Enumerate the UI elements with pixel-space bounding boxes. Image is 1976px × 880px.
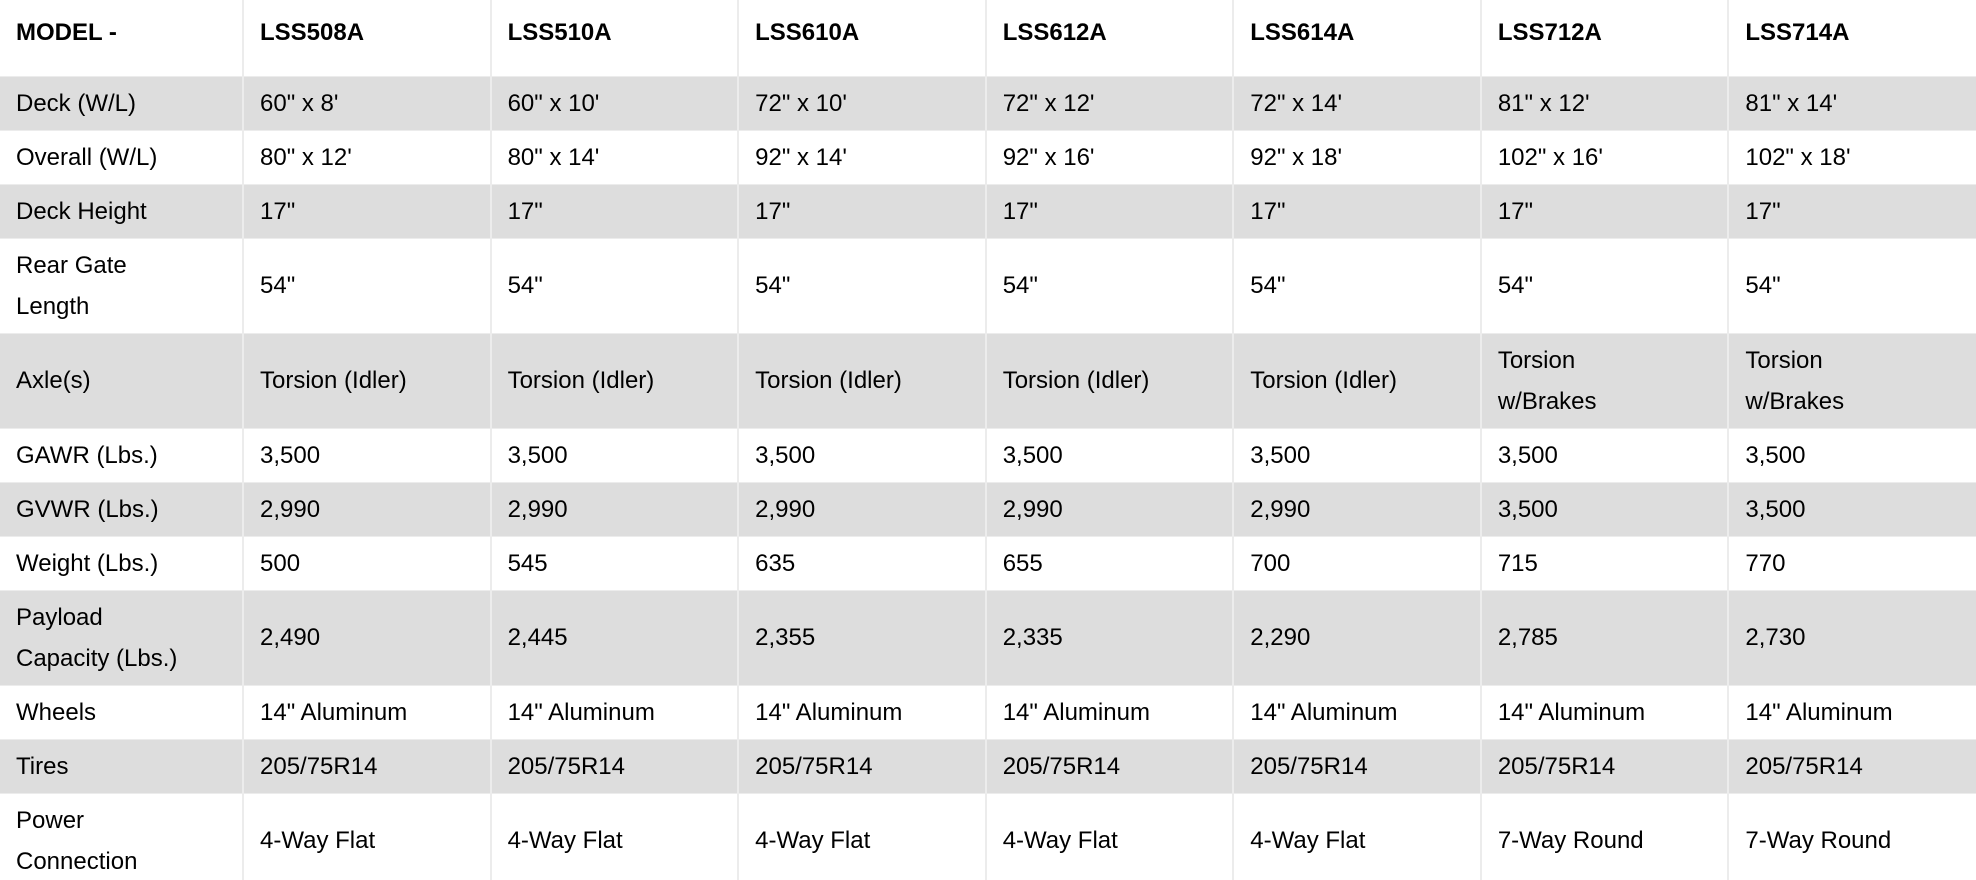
row-label-cell: Weight (Lbs.) [0,536,243,590]
table-header-row [0,0,1976,76]
spec-cell: 2,290 [1233,590,1481,685]
spec-cell: 500 [243,536,491,590]
spec-cell: 3,500 [1728,428,1976,482]
model-column-header: LSS712A [1481,0,1729,76]
spec-cell: 635 [738,536,986,590]
spec-cell: 81" x 14' [1728,76,1976,130]
spec-cell: 3,500 [986,428,1234,482]
spec-cell: 17" [738,184,986,238]
spec-cell: 54" [491,238,739,333]
table-row [0,793,1976,880]
spec-cell: 3,500 [1233,428,1481,482]
spec-cell: 3,500 [1728,482,1976,536]
spec-cell: 14" Aluminum [491,685,739,739]
spec-cell: 2,990 [491,482,739,536]
spec-cell: 7-Way Round [1481,793,1729,880]
spec-cell: 205/75R14 [1728,739,1976,793]
row-label-cell: Tires [0,739,243,793]
spec-table-body [0,76,1976,880]
spec-cell: 4-Way Flat [243,793,491,880]
spec-cell: 2,990 [986,482,1234,536]
row-label-cell: GAWR (Lbs.) [0,428,243,482]
spec-cell: 14" Aluminum [243,685,491,739]
spec-cell: 205/75R14 [491,739,739,793]
spec-cell: Torsion (Idler) [738,333,986,428]
spec-cell: Torsion (Idler) [986,333,1234,428]
table-row [0,184,1976,238]
model-column-header: LSS610A [738,0,986,76]
spec-cell: 17" [1728,184,1976,238]
spec-cell: 4-Way Flat [1233,793,1481,880]
spec-cell: 14" Aluminum [1728,685,1976,739]
spec-cell: 2,990 [1233,482,1481,536]
spec-cell: 205/75R14 [986,739,1234,793]
spec-cell: 17" [491,184,739,238]
spec-cell: 2,785 [1481,590,1729,685]
spec-cell: 2,730 [1728,590,1976,685]
spec-cell: 14" Aluminum [738,685,986,739]
table-row [0,428,1976,482]
row-label-cell: Power Connection [0,793,243,880]
spec-cell: 14" Aluminum [1233,685,1481,739]
spec-cell: 17" [986,184,1234,238]
model-column-header: LSS714A [1728,0,1976,76]
spec-cell: Torsion w/Brakes [1481,333,1729,428]
spec-cell: 72" x 12' [986,76,1234,130]
row-label-cell: Payload Capacity (Lbs.) [0,590,243,685]
spec-cell: 72" x 14' [1233,76,1481,130]
spec-cell: 3,500 [243,428,491,482]
row-label-cell: Axle(s) [0,333,243,428]
spec-cell: 72" x 10' [738,76,986,130]
spec-cell: 655 [986,536,1234,590]
spec-cell: 54" [1233,238,1481,333]
spec-cell: 92" x 14' [738,130,986,184]
row-label-cell: Overall (W/L) [0,130,243,184]
spec-cell: 2,990 [738,482,986,536]
spec-cell: 2,445 [491,590,739,685]
spec-cell: 205/75R14 [1233,739,1481,793]
table-row [0,590,1976,685]
spec-cell: 81" x 12' [1481,76,1729,130]
spec-cell: 3,500 [1481,482,1729,536]
spec-cell: 80" x 12' [243,130,491,184]
spec-cell: 3,500 [1481,428,1729,482]
model-header-cell: MODEL - [16,19,117,46]
spec-cell: 102" x 18' [1728,130,1976,184]
table-row [0,482,1976,536]
spec-cell: 60" x 8' [243,76,491,130]
spec-cell: 80" x 14' [491,130,739,184]
spec-cell: 2,990 [243,482,491,536]
spec-cell: 17" [243,184,491,238]
spec-cell: 4-Way Flat [738,793,986,880]
spec-cell: 4-Way Flat [986,793,1234,880]
spec-cell: 54" [1481,238,1729,333]
row-label-cell: Wheels [0,685,243,739]
spec-cell: 2,490 [243,590,491,685]
spec-cell: Torsion (Idler) [1233,333,1481,428]
spec-cell: 92" x 16' [986,130,1234,184]
table-row [0,76,1976,130]
spec-cell: 770 [1728,536,1976,590]
spec-cell: 3,500 [491,428,739,482]
spec-cell: 2,335 [986,590,1234,685]
table-row [0,685,1976,739]
spec-cell: 54" [1728,238,1976,333]
spec-cell: 7-Way Round [1728,793,1976,880]
table-row [0,130,1976,184]
spec-cell: 700 [1233,536,1481,590]
row-label-cell: Rear Gate Length [0,238,243,333]
spec-cell: Torsion (Idler) [243,333,491,428]
table-row [0,238,1976,333]
table-row [0,739,1976,793]
spec-cell: 4-Way Flat [491,793,739,880]
spec-cell: 92" x 18' [1233,130,1481,184]
table-row [0,536,1976,590]
spec-cell: Torsion (Idler) [491,333,739,428]
spec-cell: 14" Aluminum [986,685,1234,739]
spec-cell: 54" [986,238,1234,333]
table-row [0,333,1976,428]
spec-cell: 545 [491,536,739,590]
spec-cell: 14" Aluminum [1481,685,1729,739]
model-column-header: LSS614A [1233,0,1481,76]
model-column-header: LSS612A [986,0,1234,76]
spec-cell: Torsion w/Brakes [1728,333,1976,428]
spec-cell: 17" [1233,184,1481,238]
spec-cell: 2,355 [738,590,986,685]
spec-cell: 54" [738,238,986,333]
spec-cell: 60" x 10' [491,76,739,130]
spec-cell: 3,500 [738,428,986,482]
row-label-cell: Deck (W/L) [0,76,243,130]
model-column-header: LSS510A [491,0,739,76]
spec-cell: 205/75R14 [1481,739,1729,793]
model-column-header: LSS508A [243,0,491,76]
spec-cell: 54" [243,238,491,333]
row-label-cell: GVWR (Lbs.) [0,482,243,536]
spec-cell: 715 [1481,536,1729,590]
spec-cell: 205/75R14 [243,739,491,793]
spec-cell: 17" [1481,184,1729,238]
spec-cell: 205/75R14 [738,739,986,793]
row-label-cell: Deck Height [0,184,243,238]
spec-cell: 102" x 16' [1481,130,1729,184]
